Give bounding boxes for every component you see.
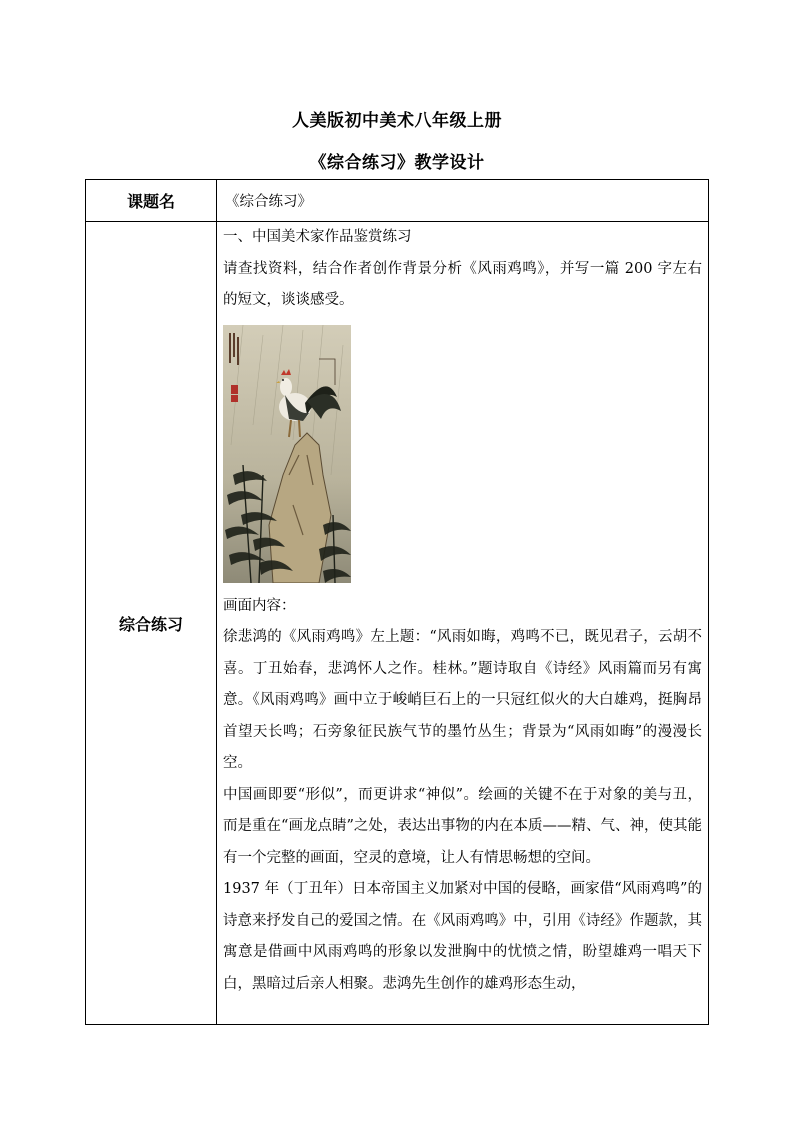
paragraph: 1937 年（丁丑年）日本帝国主义加紧对中国的侵略，画家借“风雨鸡鸣”的诗意来抒发自己的爱国之情。在《风雨鸡鸣》中，引用《诗经》作题款，其寓意是借画中风雨鸡鸣的形象以发泄胸中的忧愤之情，盼望雄鸡一唱天下白，黑暗过后亲人相聚。悲鸿先生创作的雄鸡形态生动， [223,881,702,992]
section-content [217,222,708,1024]
content-heading: 画面内容： [223,597,296,614]
section-label: 综合练习 [86,222,217,1025]
task-text: 请查找资料，结合作者创作背景分析《风雨鸡鸣》，并写一篇 200 字左右的短文，谈谈感受。 [223,260,702,308]
lesson-table [85,179,709,1025]
table-row [86,180,709,222]
paragraph: 中国画即要“形似”，而更讲求“神似”。绘画的关键不在于对象的美与丑，而是重在“画龙点睛”之处，表达出事物的内在本质——精、气、神，使其能有一个完整的画面，空灵的意境，让人有情思畅想的空间。 [223,786,702,866]
paragraph: 徐悲鸿的《风雨鸡鸣》左上题：“风雨如晦，鸡鸣不已，既见君子，云胡不喜。丁丑始春，悲鸿怀人之作。桂林。”题诗取自《诗经》风雨篇而另有寓意。《风雨鸡鸣》画中立于峻峭巨石上的一只冠红似火的大白雄鸡，挺胸昂首望天长鸣；石旁象征民族气节的墨竹丛生；背景为“风雨如晦”的漫漫长空。 [223,629,702,771]
section-heading: 一、中国美术家作品鉴赏练习 [223,229,412,245]
table-row [86,222,709,1025]
topic-label: 课题名 [86,180,217,222]
document-title: 人美版初中美术八年级上册 [292,111,502,131]
painting-image [223,325,351,583]
topic-value: 《综合练习》 [217,180,709,222]
document-subtitle: 《综合练习》教学设计 [309,153,485,173]
